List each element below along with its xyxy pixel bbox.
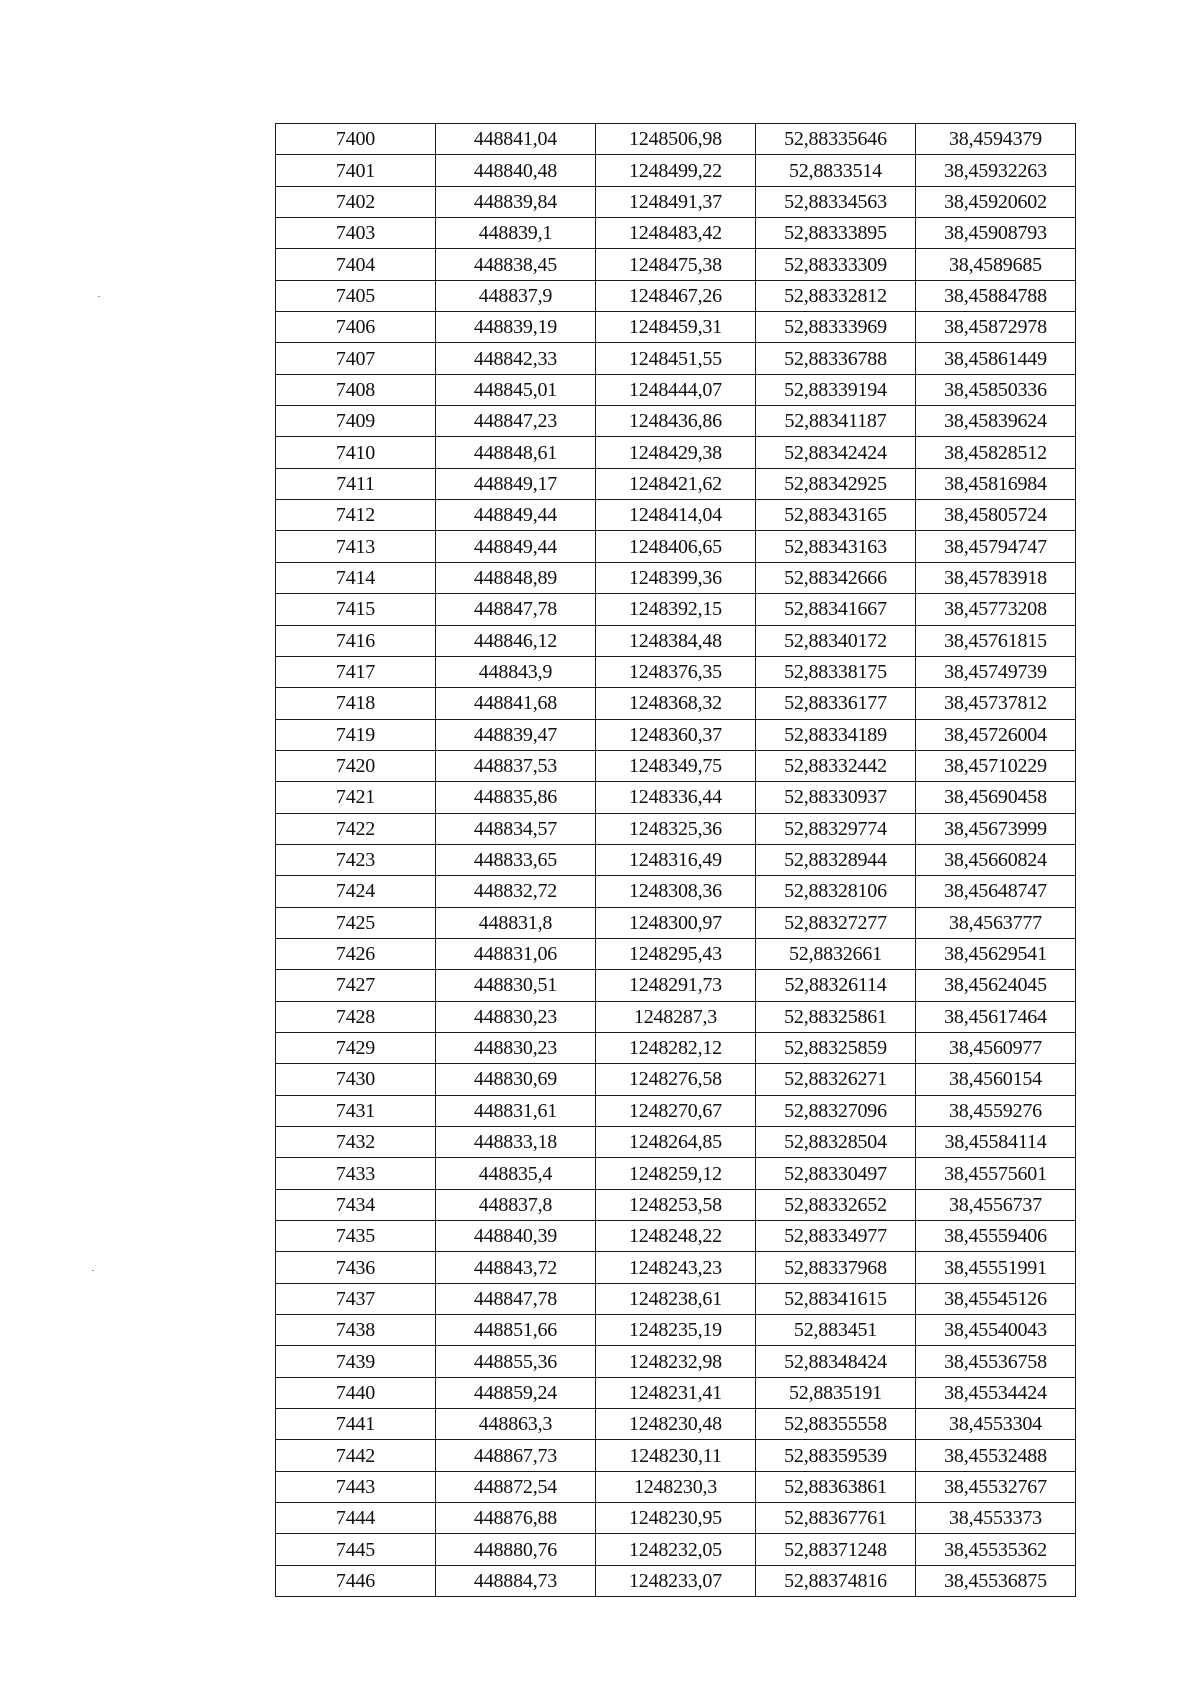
longitude-cell: 38,45908793 bbox=[916, 218, 1076, 249]
table-row bbox=[276, 938, 1076, 969]
table-row bbox=[276, 468, 1076, 499]
y-coordinate-cell: 1248230,48 bbox=[596, 1409, 756, 1440]
table-row bbox=[276, 186, 1076, 217]
latitude-cell: 52,88326271 bbox=[756, 1064, 916, 1095]
y-coordinate-cell: 1248238,61 bbox=[596, 1283, 756, 1314]
longitude-cell: 38,45551991 bbox=[916, 1252, 1076, 1283]
x-coordinate-cell: 448859,24 bbox=[436, 1377, 596, 1408]
table-row bbox=[276, 625, 1076, 656]
latitude-cell: 52,88336788 bbox=[756, 343, 916, 374]
x-coordinate-cell: 448848,89 bbox=[436, 562, 596, 593]
y-coordinate-cell: 1248233,07 bbox=[596, 1565, 756, 1596]
longitude-cell: 38,45575601 bbox=[916, 1158, 1076, 1189]
x-coordinate-cell: 448839,47 bbox=[436, 719, 596, 750]
y-coordinate-cell: 1248368,32 bbox=[596, 688, 756, 719]
x-coordinate-cell: 448867,73 bbox=[436, 1440, 596, 1471]
y-coordinate-cell: 1248475,38 bbox=[596, 249, 756, 280]
point-number-cell: 7443 bbox=[276, 1471, 436, 1502]
point-number-cell: 7446 bbox=[276, 1565, 436, 1596]
point-number-cell: 7440 bbox=[276, 1377, 436, 1408]
latitude-cell: 52,88359539 bbox=[756, 1440, 916, 1471]
y-coordinate-cell: 1248259,12 bbox=[596, 1158, 756, 1189]
latitude-cell: 52,883451 bbox=[756, 1315, 916, 1346]
x-coordinate-cell: 448849,44 bbox=[436, 531, 596, 562]
latitude-cell: 52,88333969 bbox=[756, 312, 916, 343]
y-coordinate-cell: 1248459,31 bbox=[596, 312, 756, 343]
x-coordinate-cell: 448830,69 bbox=[436, 1064, 596, 1095]
point-number-cell: 7439 bbox=[276, 1346, 436, 1377]
y-coordinate-cell: 1248230,11 bbox=[596, 1440, 756, 1471]
x-coordinate-cell: 448855,36 bbox=[436, 1346, 596, 1377]
y-coordinate-cell: 1248276,58 bbox=[596, 1064, 756, 1095]
table-row bbox=[276, 782, 1076, 813]
latitude-cell: 52,88348424 bbox=[756, 1346, 916, 1377]
table-row bbox=[276, 343, 1076, 374]
point-number-cell: 7407 bbox=[276, 343, 436, 374]
x-coordinate-cell: 448830,23 bbox=[436, 1032, 596, 1063]
longitude-cell: 38,45690458 bbox=[916, 782, 1076, 813]
longitude-cell: 38,4553373 bbox=[916, 1503, 1076, 1534]
longitude-cell: 38,45536758 bbox=[916, 1346, 1076, 1377]
point-number-cell: 7445 bbox=[276, 1534, 436, 1565]
point-number-cell: 7441 bbox=[276, 1409, 436, 1440]
latitude-cell: 52,88343163 bbox=[756, 531, 916, 562]
x-coordinate-cell: 448841,68 bbox=[436, 688, 596, 719]
coordinates-table bbox=[275, 123, 1076, 1597]
y-coordinate-cell: 1248308,36 bbox=[596, 876, 756, 907]
point-number-cell: 7434 bbox=[276, 1189, 436, 1220]
table-row bbox=[276, 155, 1076, 186]
point-number-cell: 7406 bbox=[276, 312, 436, 343]
point-number-cell: 7429 bbox=[276, 1032, 436, 1063]
longitude-cell: 38,45737812 bbox=[916, 688, 1076, 719]
y-coordinate-cell: 1248235,19 bbox=[596, 1315, 756, 1346]
y-coordinate-cell: 1248253,58 bbox=[596, 1189, 756, 1220]
y-coordinate-cell: 1248376,35 bbox=[596, 656, 756, 687]
scan-speck bbox=[98, 296, 100, 297]
latitude-cell: 52,88363861 bbox=[756, 1471, 916, 1502]
y-coordinate-cell: 1248421,62 bbox=[596, 468, 756, 499]
longitude-cell: 38,45629541 bbox=[916, 938, 1076, 969]
y-coordinate-cell: 1248349,75 bbox=[596, 750, 756, 781]
latitude-cell: 52,88367761 bbox=[756, 1503, 916, 1534]
table-row bbox=[276, 876, 1076, 907]
x-coordinate-cell: 448847,78 bbox=[436, 1283, 596, 1314]
y-coordinate-cell: 1248230,95 bbox=[596, 1503, 756, 1534]
y-coordinate-cell: 1248316,49 bbox=[596, 844, 756, 875]
point-number-cell: 7418 bbox=[276, 688, 436, 719]
x-coordinate-cell: 448847,78 bbox=[436, 594, 596, 625]
y-coordinate-cell: 1248384,48 bbox=[596, 625, 756, 656]
table-row bbox=[276, 249, 1076, 280]
y-coordinate-cell: 1248414,04 bbox=[596, 500, 756, 531]
point-number-cell: 7435 bbox=[276, 1221, 436, 1252]
latitude-cell: 52,88329774 bbox=[756, 813, 916, 844]
y-coordinate-cell: 1248300,97 bbox=[596, 907, 756, 938]
longitude-cell: 38,45534424 bbox=[916, 1377, 1076, 1408]
table-row bbox=[276, 1221, 1076, 1252]
point-number-cell: 7442 bbox=[276, 1440, 436, 1471]
point-number-cell: 7430 bbox=[276, 1064, 436, 1095]
latitude-cell: 52,88330497 bbox=[756, 1158, 916, 1189]
table-row bbox=[276, 1346, 1076, 1377]
point-number-cell: 7422 bbox=[276, 813, 436, 844]
table-row bbox=[276, 813, 1076, 844]
longitude-cell: 38,45535362 bbox=[916, 1534, 1076, 1565]
latitude-cell: 52,88342666 bbox=[756, 562, 916, 593]
point-number-cell: 7432 bbox=[276, 1127, 436, 1158]
latitude-cell: 52,88325859 bbox=[756, 1032, 916, 1063]
table-row bbox=[276, 1158, 1076, 1189]
longitude-cell: 38,45783918 bbox=[916, 562, 1076, 593]
y-coordinate-cell: 1248392,15 bbox=[596, 594, 756, 625]
y-coordinate-cell: 1248444,07 bbox=[596, 374, 756, 405]
latitude-cell: 52,88332442 bbox=[756, 750, 916, 781]
table-row bbox=[276, 1565, 1076, 1596]
longitude-cell: 38,45920602 bbox=[916, 186, 1076, 217]
table-row bbox=[276, 1471, 1076, 1502]
latitude-cell: 52,88330937 bbox=[756, 782, 916, 813]
table-row bbox=[276, 1409, 1076, 1440]
point-number-cell: 7420 bbox=[276, 750, 436, 781]
x-coordinate-cell: 448833,18 bbox=[436, 1127, 596, 1158]
latitude-cell: 52,88341667 bbox=[756, 594, 916, 625]
longitude-cell: 38,45584114 bbox=[916, 1127, 1076, 1158]
table-row bbox=[276, 280, 1076, 311]
table-row bbox=[276, 1283, 1076, 1314]
table-row bbox=[276, 1252, 1076, 1283]
longitude-cell: 38,45816984 bbox=[916, 468, 1076, 499]
x-coordinate-cell: 448830,51 bbox=[436, 970, 596, 1001]
y-coordinate-cell: 1248436,86 bbox=[596, 406, 756, 437]
table-row bbox=[276, 907, 1076, 938]
point-number-cell: 7412 bbox=[276, 500, 436, 531]
y-coordinate-cell: 1248291,73 bbox=[596, 970, 756, 1001]
table-row bbox=[276, 1127, 1076, 1158]
longitude-cell: 38,45617464 bbox=[916, 1001, 1076, 1032]
latitude-cell: 52,88328944 bbox=[756, 844, 916, 875]
latitude-cell: 52,88338175 bbox=[756, 656, 916, 687]
point-number-cell: 7410 bbox=[276, 437, 436, 468]
x-coordinate-cell: 448840,48 bbox=[436, 155, 596, 186]
latitude-cell: 52,88343165 bbox=[756, 500, 916, 531]
x-coordinate-cell: 448849,17 bbox=[436, 468, 596, 499]
x-coordinate-cell: 448851,66 bbox=[436, 1315, 596, 1346]
latitude-cell: 52,88340172 bbox=[756, 625, 916, 656]
latitude-cell: 52,88374816 bbox=[756, 1565, 916, 1596]
coordinates-table-body bbox=[276, 124, 1076, 1597]
table-row bbox=[276, 531, 1076, 562]
longitude-cell: 38,45872978 bbox=[916, 312, 1076, 343]
x-coordinate-cell: 448834,57 bbox=[436, 813, 596, 844]
table-row bbox=[276, 594, 1076, 625]
x-coordinate-cell: 448849,44 bbox=[436, 500, 596, 531]
latitude-cell: 52,88355558 bbox=[756, 1409, 916, 1440]
longitude-cell: 38,45794747 bbox=[916, 531, 1076, 562]
x-coordinate-cell: 448847,23 bbox=[436, 406, 596, 437]
latitude-cell: 52,88339194 bbox=[756, 374, 916, 405]
x-coordinate-cell: 448872,54 bbox=[436, 1471, 596, 1502]
longitude-cell: 38,45540043 bbox=[916, 1315, 1076, 1346]
longitude-cell: 38,45761815 bbox=[916, 625, 1076, 656]
table-row bbox=[276, 688, 1076, 719]
longitude-cell: 38,4560977 bbox=[916, 1032, 1076, 1063]
x-coordinate-cell: 448835,86 bbox=[436, 782, 596, 813]
scan-speck bbox=[92, 1270, 94, 1271]
y-coordinate-cell: 1248325,36 bbox=[596, 813, 756, 844]
x-coordinate-cell: 448831,06 bbox=[436, 938, 596, 969]
table-row bbox=[276, 970, 1076, 1001]
point-number-cell: 7423 bbox=[276, 844, 436, 875]
x-coordinate-cell: 448832,72 bbox=[436, 876, 596, 907]
longitude-cell: 38,45660824 bbox=[916, 844, 1076, 875]
point-number-cell: 7404 bbox=[276, 249, 436, 280]
y-coordinate-cell: 1248399,36 bbox=[596, 562, 756, 593]
point-number-cell: 7428 bbox=[276, 1001, 436, 1032]
longitude-cell: 38,45545126 bbox=[916, 1283, 1076, 1314]
x-coordinate-cell: 448845,01 bbox=[436, 374, 596, 405]
longitude-cell: 38,45710229 bbox=[916, 750, 1076, 781]
latitude-cell: 52,88328106 bbox=[756, 876, 916, 907]
latitude-cell: 52,88334189 bbox=[756, 719, 916, 750]
point-number-cell: 7431 bbox=[276, 1095, 436, 1126]
latitude-cell: 52,88332812 bbox=[756, 280, 916, 311]
table-row bbox=[276, 719, 1076, 750]
latitude-cell: 52,88334977 bbox=[756, 1221, 916, 1252]
x-coordinate-cell: 448831,8 bbox=[436, 907, 596, 938]
x-coordinate-cell: 448840,39 bbox=[436, 1221, 596, 1252]
longitude-cell: 38,45673999 bbox=[916, 813, 1076, 844]
x-coordinate-cell: 448837,53 bbox=[436, 750, 596, 781]
latitude-cell: 52,88342424 bbox=[756, 437, 916, 468]
x-coordinate-cell: 448846,12 bbox=[436, 625, 596, 656]
table-row bbox=[276, 1032, 1076, 1063]
table-row bbox=[276, 750, 1076, 781]
y-coordinate-cell: 1248506,98 bbox=[596, 124, 756, 155]
y-coordinate-cell: 1248336,44 bbox=[596, 782, 756, 813]
latitude-cell: 52,88328504 bbox=[756, 1127, 916, 1158]
latitude-cell: 52,8832661 bbox=[756, 938, 916, 969]
point-number-cell: 7444 bbox=[276, 1503, 436, 1534]
point-number-cell: 7416 bbox=[276, 625, 436, 656]
y-coordinate-cell: 1248406,65 bbox=[596, 531, 756, 562]
table-row bbox=[276, 1503, 1076, 1534]
longitude-cell: 38,45536875 bbox=[916, 1565, 1076, 1596]
longitude-cell: 38,45828512 bbox=[916, 437, 1076, 468]
y-coordinate-cell: 1248483,42 bbox=[596, 218, 756, 249]
y-coordinate-cell: 1248295,43 bbox=[596, 938, 756, 969]
table-row bbox=[276, 1189, 1076, 1220]
table-row bbox=[276, 1440, 1076, 1471]
longitude-cell: 38,45884788 bbox=[916, 280, 1076, 311]
point-number-cell: 7424 bbox=[276, 876, 436, 907]
latitude-cell: 52,88336177 bbox=[756, 688, 916, 719]
longitude-cell: 38,45559406 bbox=[916, 1221, 1076, 1252]
point-number-cell: 7408 bbox=[276, 374, 436, 405]
point-number-cell: 7417 bbox=[276, 656, 436, 687]
longitude-cell: 38,45749739 bbox=[916, 656, 1076, 687]
table-row bbox=[276, 1315, 1076, 1346]
point-number-cell: 7414 bbox=[276, 562, 436, 593]
table-row bbox=[276, 844, 1076, 875]
point-number-cell: 7419 bbox=[276, 719, 436, 750]
x-coordinate-cell: 448831,61 bbox=[436, 1095, 596, 1126]
point-number-cell: 7437 bbox=[276, 1283, 436, 1314]
point-number-cell: 7403 bbox=[276, 218, 436, 249]
x-coordinate-cell: 448837,9 bbox=[436, 280, 596, 311]
point-number-cell: 7402 bbox=[276, 186, 436, 217]
latitude-cell: 52,88325861 bbox=[756, 1001, 916, 1032]
point-number-cell: 7411 bbox=[276, 468, 436, 499]
table-row bbox=[276, 656, 1076, 687]
x-coordinate-cell: 448835,4 bbox=[436, 1158, 596, 1189]
latitude-cell: 52,88326114 bbox=[756, 970, 916, 1001]
latitude-cell: 52,8835191 bbox=[756, 1377, 916, 1408]
x-coordinate-cell: 448843,9 bbox=[436, 656, 596, 687]
point-number-cell: 7421 bbox=[276, 782, 436, 813]
latitude-cell: 52,88327277 bbox=[756, 907, 916, 938]
longitude-cell: 38,4559276 bbox=[916, 1095, 1076, 1126]
table-row bbox=[276, 1095, 1076, 1126]
point-number-cell: 7400 bbox=[276, 124, 436, 155]
x-coordinate-cell: 448838,45 bbox=[436, 249, 596, 280]
x-coordinate-cell: 448841,04 bbox=[436, 124, 596, 155]
x-coordinate-cell: 448876,88 bbox=[436, 1503, 596, 1534]
y-coordinate-cell: 1248429,38 bbox=[596, 437, 756, 468]
point-number-cell: 7433 bbox=[276, 1158, 436, 1189]
longitude-cell: 38,4594379 bbox=[916, 124, 1076, 155]
latitude-cell: 52,88327096 bbox=[756, 1095, 916, 1126]
longitude-cell: 38,45850336 bbox=[916, 374, 1076, 405]
latitude-cell: 52,88332652 bbox=[756, 1189, 916, 1220]
y-coordinate-cell: 1248360,37 bbox=[596, 719, 756, 750]
point-number-cell: 7409 bbox=[276, 406, 436, 437]
x-coordinate-cell: 448839,84 bbox=[436, 186, 596, 217]
longitude-cell: 38,45932263 bbox=[916, 155, 1076, 186]
x-coordinate-cell: 448833,65 bbox=[436, 844, 596, 875]
latitude-cell: 52,88337968 bbox=[756, 1252, 916, 1283]
x-coordinate-cell: 448863,3 bbox=[436, 1409, 596, 1440]
table-row bbox=[276, 218, 1076, 249]
table-row bbox=[276, 1377, 1076, 1408]
point-number-cell: 7415 bbox=[276, 594, 436, 625]
y-coordinate-cell: 1248287,3 bbox=[596, 1001, 756, 1032]
latitude-cell: 52,88333309 bbox=[756, 249, 916, 280]
x-coordinate-cell: 448843,72 bbox=[436, 1252, 596, 1283]
x-coordinate-cell: 448830,23 bbox=[436, 1001, 596, 1032]
longitude-cell: 38,4553304 bbox=[916, 1409, 1076, 1440]
table-row bbox=[276, 312, 1076, 343]
y-coordinate-cell: 1248467,26 bbox=[596, 280, 756, 311]
x-coordinate-cell: 448880,76 bbox=[436, 1534, 596, 1565]
longitude-cell: 38,45532488 bbox=[916, 1440, 1076, 1471]
latitude-cell: 52,8833514 bbox=[756, 155, 916, 186]
latitude-cell: 52,88333895 bbox=[756, 218, 916, 249]
y-coordinate-cell: 1248232,05 bbox=[596, 1534, 756, 1565]
point-number-cell: 7438 bbox=[276, 1315, 436, 1346]
point-number-cell: 7401 bbox=[276, 155, 436, 186]
point-number-cell: 7405 bbox=[276, 280, 436, 311]
y-coordinate-cell: 1248264,85 bbox=[596, 1127, 756, 1158]
table-row bbox=[276, 1001, 1076, 1032]
longitude-cell: 38,45805724 bbox=[916, 500, 1076, 531]
point-number-cell: 7436 bbox=[276, 1252, 436, 1283]
point-number-cell: 7427 bbox=[276, 970, 436, 1001]
latitude-cell: 52,88371248 bbox=[756, 1534, 916, 1565]
longitude-cell: 38,4589685 bbox=[916, 249, 1076, 280]
latitude-cell: 52,88335646 bbox=[756, 124, 916, 155]
latitude-cell: 52,88341187 bbox=[756, 406, 916, 437]
table-row bbox=[276, 1534, 1076, 1565]
table-row bbox=[276, 406, 1076, 437]
x-coordinate-cell: 448848,61 bbox=[436, 437, 596, 468]
longitude-cell: 38,45648747 bbox=[916, 876, 1076, 907]
y-coordinate-cell: 1248232,98 bbox=[596, 1346, 756, 1377]
x-coordinate-cell: 448884,73 bbox=[436, 1565, 596, 1596]
point-number-cell: 7426 bbox=[276, 938, 436, 969]
y-coordinate-cell: 1248491,37 bbox=[596, 186, 756, 217]
latitude-cell: 52,88341615 bbox=[756, 1283, 916, 1314]
y-coordinate-cell: 1248270,67 bbox=[596, 1095, 756, 1126]
longitude-cell: 38,4556737 bbox=[916, 1189, 1076, 1220]
x-coordinate-cell: 448837,8 bbox=[436, 1189, 596, 1220]
y-coordinate-cell: 1248499,22 bbox=[596, 155, 756, 186]
latitude-cell: 52,88342925 bbox=[756, 468, 916, 499]
x-coordinate-cell: 448839,1 bbox=[436, 218, 596, 249]
table-row bbox=[276, 1064, 1076, 1095]
x-coordinate-cell: 448839,19 bbox=[436, 312, 596, 343]
table-row bbox=[276, 124, 1076, 155]
longitude-cell: 38,4560154 bbox=[916, 1064, 1076, 1095]
table-row bbox=[276, 500, 1076, 531]
point-number-cell: 7425 bbox=[276, 907, 436, 938]
y-coordinate-cell: 1248451,55 bbox=[596, 343, 756, 374]
longitude-cell: 38,45839624 bbox=[916, 406, 1076, 437]
point-number-cell: 7413 bbox=[276, 531, 436, 562]
table-row bbox=[276, 374, 1076, 405]
longitude-cell: 38,4563777 bbox=[916, 907, 1076, 938]
longitude-cell: 38,45861449 bbox=[916, 343, 1076, 374]
longitude-cell: 38,45773208 bbox=[916, 594, 1076, 625]
latitude-cell: 52,88334563 bbox=[756, 186, 916, 217]
longitude-cell: 38,45726004 bbox=[916, 719, 1076, 750]
y-coordinate-cell: 1248230,3 bbox=[596, 1471, 756, 1502]
table-row bbox=[276, 437, 1076, 468]
y-coordinate-cell: 1248231,41 bbox=[596, 1377, 756, 1408]
longitude-cell: 38,45532767 bbox=[916, 1471, 1076, 1502]
y-coordinate-cell: 1248282,12 bbox=[596, 1032, 756, 1063]
x-coordinate-cell: 448842,33 bbox=[436, 343, 596, 374]
table-row bbox=[276, 562, 1076, 593]
y-coordinate-cell: 1248243,23 bbox=[596, 1252, 756, 1283]
longitude-cell: 38,45624045 bbox=[916, 970, 1076, 1001]
y-coordinate-cell: 1248248,22 bbox=[596, 1221, 756, 1252]
